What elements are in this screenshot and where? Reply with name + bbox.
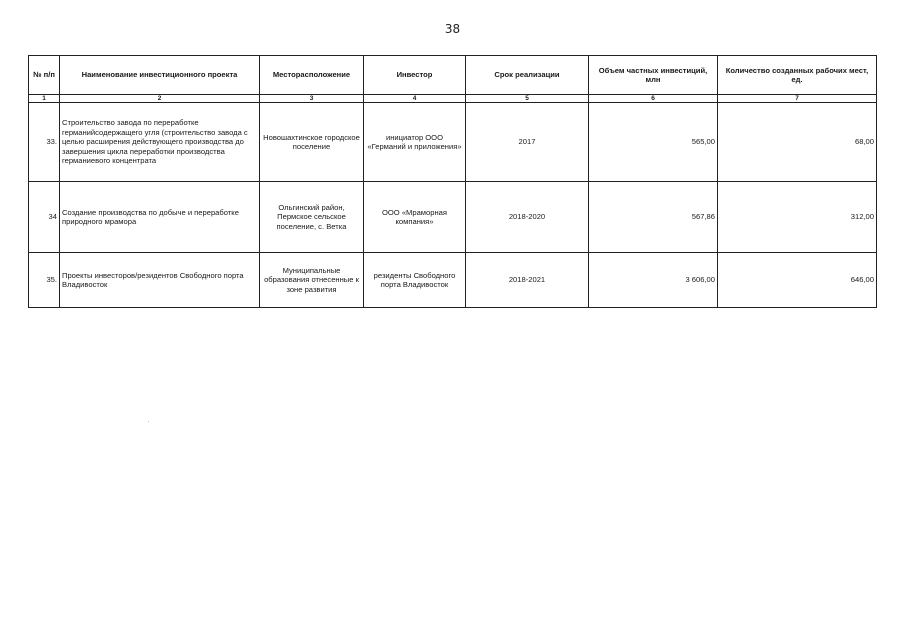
header-cell-jobs: Количество созданных рабочих мест, ед. [718, 56, 877, 95]
project-name: Создание производства по добыче и переработке природного мрамора [60, 182, 260, 253]
project-location: Муниципальные образования отнесенные к зоне развития [260, 253, 364, 308]
table-header-row [29, 56, 877, 95]
project-location: Новошахтинское городское поселение [260, 103, 364, 182]
column-number: 7 [718, 95, 877, 103]
column-number: 6 [589, 95, 718, 103]
investment-volume: 565,00 [589, 103, 718, 182]
header-cell-name: Наименование инвестиционного проекта [60, 56, 260, 95]
project-term: 2018-2021 [466, 253, 589, 308]
investment-projects-table [28, 55, 877, 308]
investment-volume: 3 606,00 [589, 253, 718, 308]
column-number: 2 [60, 95, 260, 103]
table-row [29, 253, 877, 308]
header-cell-location: Месторасположение [260, 56, 364, 95]
jobs-count: 68,00 [718, 103, 877, 182]
header-cell-investor: Инвестор [364, 56, 466, 95]
jobs-count: 312,00 [718, 182, 877, 253]
row-number: 34 [29, 182, 60, 253]
project-name: Строительство завода по переработке германийсодержащего угля (строительство завода с целью расширения действующего производства до завершения цикла переработки производства германиевого концентрата [60, 103, 260, 182]
row-number: 35. [29, 253, 60, 308]
project-investor: инициатор ООО «Германий и приложения» [364, 103, 466, 182]
column-number: 3 [260, 95, 364, 103]
investment-volume: 567,86 [589, 182, 718, 253]
header-cell-term: Срок реализации [466, 56, 589, 95]
column-number-row [29, 95, 877, 103]
project-location: Ольгинский район, Пермское сельское поселение, с. Ветка [260, 182, 364, 253]
row-number: 33. [29, 103, 60, 182]
header-cell-num: № п/п [29, 56, 60, 95]
project-term: 2018-2020 [466, 182, 589, 253]
table-row [29, 182, 877, 253]
project-investor: ООО «Мраморная компания» [364, 182, 466, 253]
project-name: Проекты инвесторов/резидентов Свободного порта Владивосток [60, 253, 260, 308]
project-investor: резиденты Свободного порта Владивосток [364, 253, 466, 308]
column-number: 1 [29, 95, 60, 103]
header-cell-volume: Объем частных инвестиций, млн [589, 56, 718, 95]
table-row [29, 103, 877, 182]
page-number: 38 [444, 22, 461, 36]
column-number: 5 [466, 95, 589, 103]
project-term: 2017 [466, 103, 589, 182]
column-number: 4 [364, 95, 466, 103]
jobs-count: 646,00 [718, 253, 877, 308]
scan-speck [148, 421, 149, 422]
